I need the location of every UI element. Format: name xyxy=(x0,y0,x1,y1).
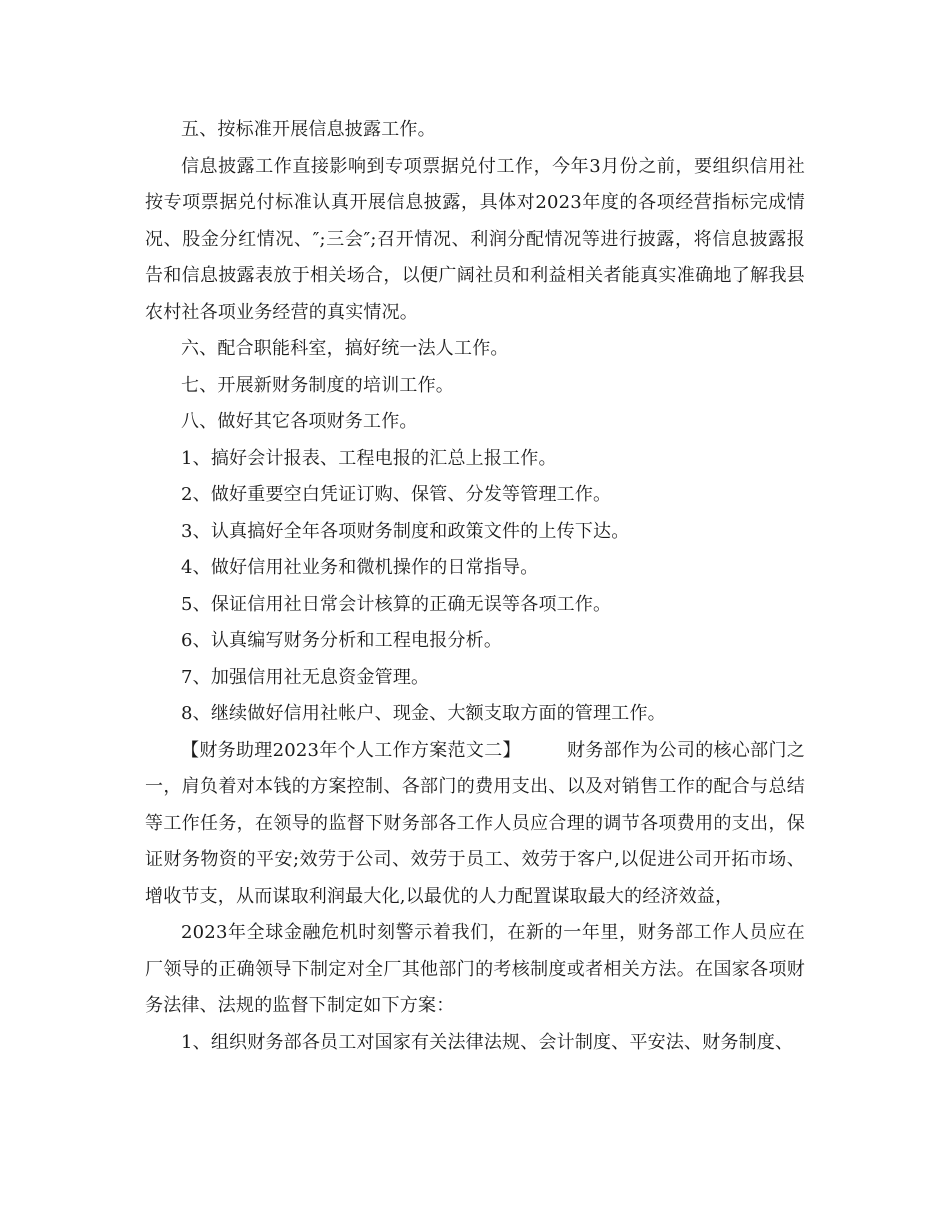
list-item-2: 2、做好重要空白凭证订购、保管、分发等管理工作。 xyxy=(181,484,612,505)
list-item-5: 5、保证信用社日常会计核算的正确无误等各项工作。 xyxy=(181,593,612,615)
paragraph-section-five: 五、按标准开展信息披露工作。 xyxy=(181,119,436,140)
paragraph-financial-crisis: 2023年全球金融危机时刻警示着我们，在新的一年里，财务部工作人员应在厂领导的正确领导下制定对全厂其他部门的考核制度或者相关方法。在国家各项财务法律、法规的监督下制定如下方案： xyxy=(145,922,805,1016)
paragraph-section-eight: 八、做好其它各项财务工作。 xyxy=(181,411,418,432)
list-item-plan-1: 1、组织财务部各员工对国家有关法律法规、会计制度、平安法、财务制度、 xyxy=(181,1031,794,1053)
section-intro: 财务部作为公司的核心部门之一，肩负着对本钱的方案控制、各部门的费用支出、以及对销售工作的配合与总结等工作任务，在领导的监督下财务部各工作人员应合理的调节各项费用的支出，保证财务物资的平安;效劳于公司、效劳于员工、效劳于客户,以促进公司开拓市场、增收节支，从而谋取利润最大化,以最优的人力配置谋取最大的经济效益， xyxy=(145,739,805,907)
paragraph-disclosure: 信息披露工作直接影响到专项票据兑付工作，今年3月份之前，要组织信用社按专项票据兑付标准认真开展信息披露，具体对2023年度的各项经营指标完成情况、股金分红情况、″;三会″;召开情况、利润分配情况等进行披露，将信息披露报告和信息披露表放于相关场合，以便广阔社员和利益相关者能真实准确地了解我县农村社各项业务经营的真实情况。 xyxy=(145,155,805,323)
paragraph-section-seven: 七、开展新财务制度的培训工作。 xyxy=(181,374,454,396)
list-item-3: 3、认真搞好全年各项财务制度和政策文件的上传下达。 xyxy=(181,520,630,542)
document-page xyxy=(145,112,805,1061)
list-item-8: 8、继续做好信用社帐户、现金、大额支取方面的管理工作。 xyxy=(181,703,666,724)
section-heading: 【财务助理2023年个人工作方案范文二】 xyxy=(181,739,521,761)
list-item-4: 4、做好信用社业务和微机操作的日常指导。 xyxy=(181,557,539,578)
section-two-paragraph xyxy=(145,733,805,916)
list-item-7: 7、加强信用社无息资金管理。 xyxy=(181,666,430,688)
list-item-1: 1、搞好会计报表、工程电报的汇总上报工作。 xyxy=(181,447,557,469)
paragraph-section-six: 六、配合职能科室，搞好统一法人工作。 xyxy=(181,338,509,359)
list-item-6: 6、认真编写财务分析和工程电报分析。 xyxy=(181,630,503,651)
